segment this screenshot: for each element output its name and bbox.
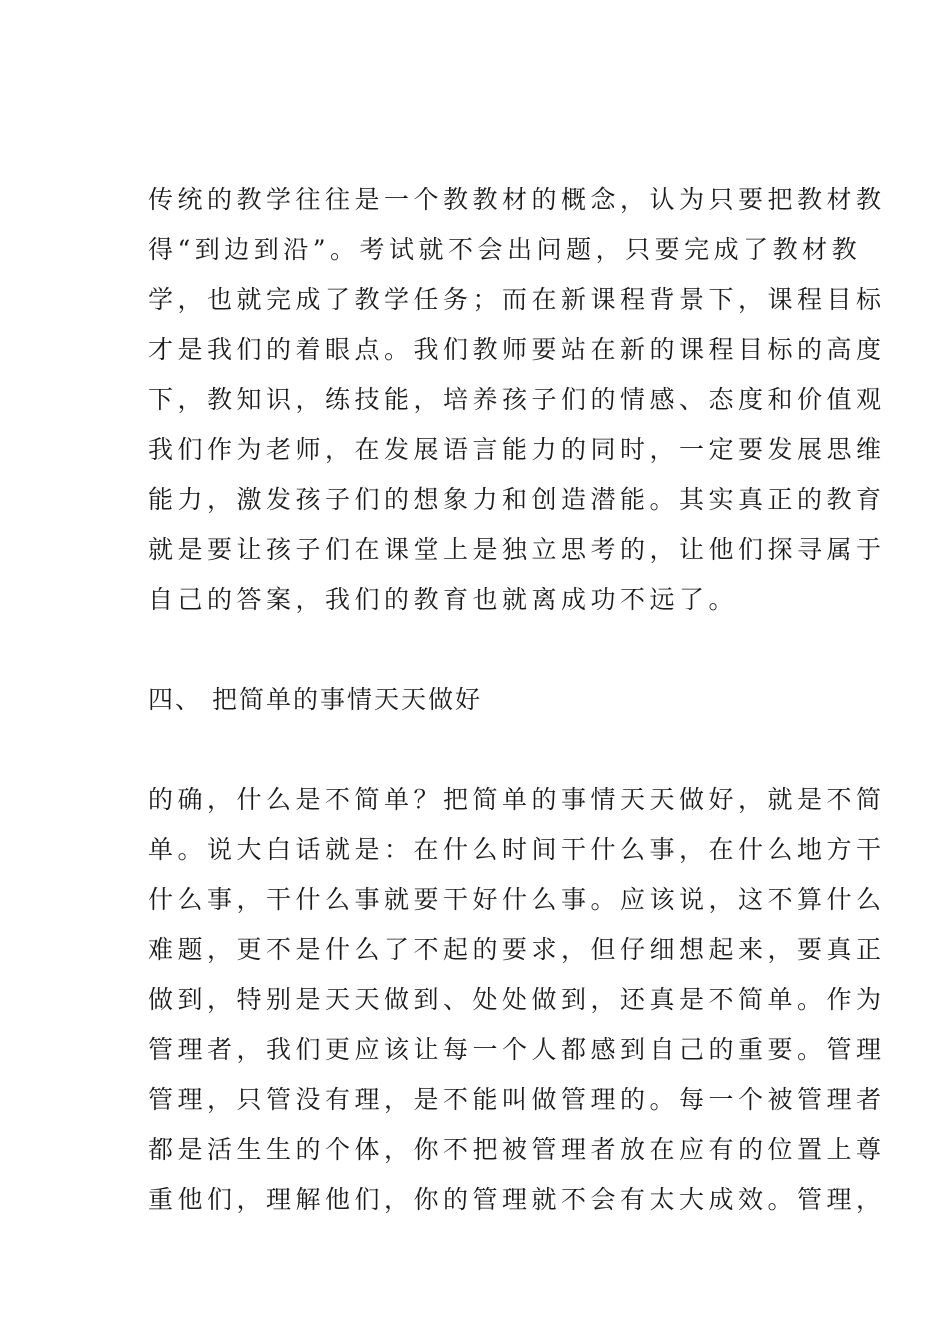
paragraph-1-line: 学，也就完成了教学任务；而在新课程背景下，课程目标: [148, 285, 886, 314]
paragraph-1-line: 传统的教学往往是一个教教材的概念，认为只要把教材教: [148, 185, 886, 214]
paragraph-2-line: 管理，只管没有理，是不能叫做管理的。每一个被管理者: [148, 1085, 886, 1114]
paragraph-1-line: 得“到边到沿”。考试就不会出问题，只要完成了教材教: [148, 235, 862, 264]
paragraph-2-line: 重他们，理解他们，你的管理就不会有太大成效。管理，: [148, 1185, 886, 1214]
paragraph-2-line: 什么事，干什么事就要干好什么事。应该说，这不算什么: [148, 885, 886, 914]
paragraph-2-line: 做到，特别是天天做到、处处做到，还真是不简单。作为: [148, 985, 886, 1014]
paragraph-2-line: 单。说大白话就是：在什么时间干什么事，在什么地方干: [148, 835, 886, 864]
paragraph-2-line: 难题，更不是什么了不起的要求，但仔细想起来，要真正: [148, 935, 886, 964]
section-heading: 四、 把简单的事情天天做好: [148, 685, 482, 714]
paragraph-1-line: 自己的答案，我们的教育也就离成功不远了。: [148, 585, 739, 614]
paragraph-2-line: 都是活生生的个体，你不把被管理者放在应有的位置上尊: [148, 1135, 886, 1164]
paragraph-1-line: 能力，激发孩子们的想象力和创造潜能。其实真正的教育: [148, 485, 886, 514]
paragraph-1-line: 才是我们的着眼点。我们教师要站在新的课程目标的高度: [148, 335, 886, 364]
paragraph-2-line: 的确，什么是不简单？把简单的事情天天做好，就是不简: [148, 785, 886, 814]
paragraph-1-line: 下，教知识，练技能，培养孩子们的情感、态度和价值观: [148, 385, 886, 414]
paragraph-2-line: 管理者，我们更应该让每一个人都感到自己的重要。管理: [148, 1035, 886, 1064]
paragraph-1-line: 就是要让孩子们在课堂上是独立思考的，让他们探寻属于: [148, 535, 886, 564]
paragraph-1-line: 我们作为老师，在发展语言能力的同时，一定要发展思维: [148, 435, 886, 464]
